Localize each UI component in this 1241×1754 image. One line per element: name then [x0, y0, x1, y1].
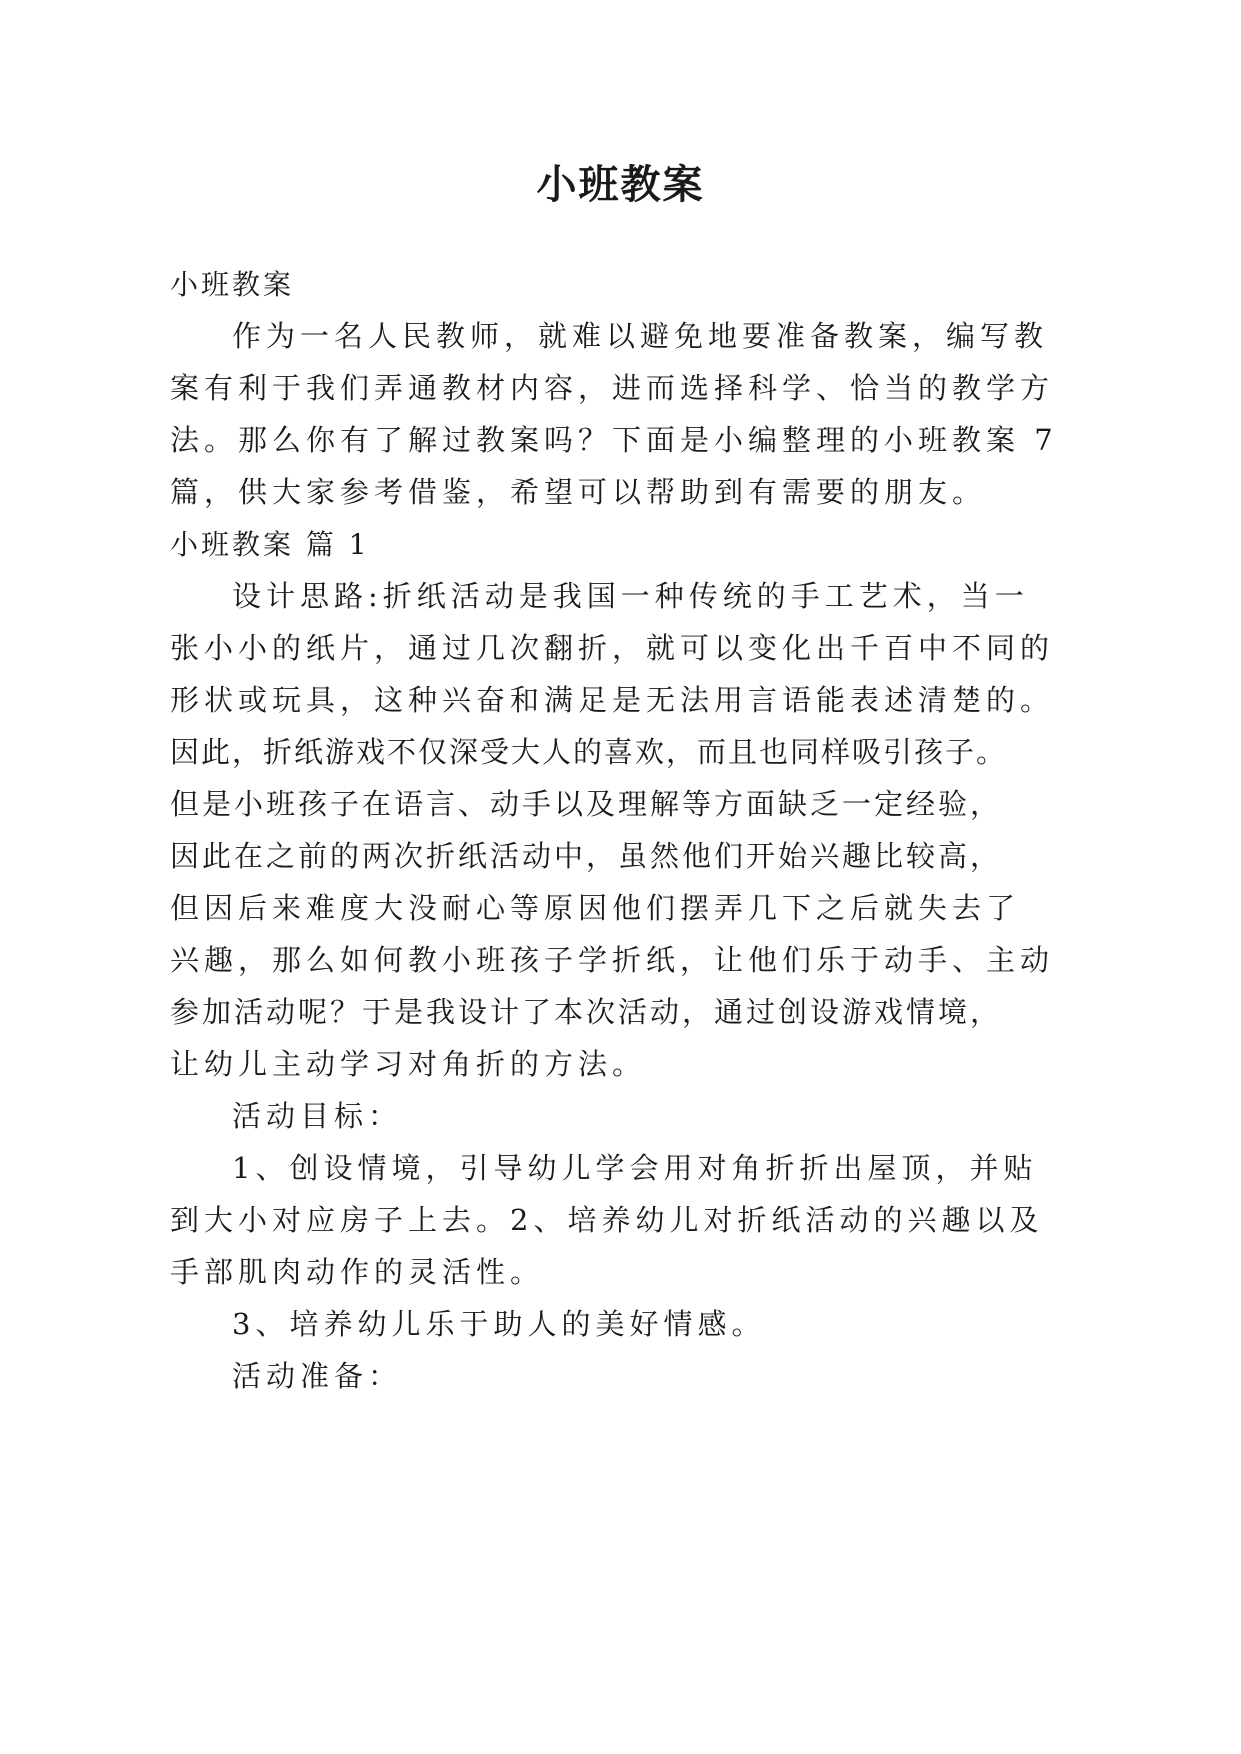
section-heading: 小班教案 篇 1 [170, 528, 370, 561]
paragraph-line: 到大小对应房子上去。2、培养幼儿对折纸活动的兴趣以及 [170, 1203, 1044, 1237]
paragraph-line: 让幼儿主动学习对角折的方法。 [170, 1047, 647, 1081]
paragraph-line: 案有利于我们弄通教材内容，进而选择科学、恰当的教学方 [170, 371, 1055, 405]
paragraph-line: 设计思路:折纸活动是我国一种传统的手工艺术，当一 [232, 579, 1029, 613]
paragraph-line: 因此在之前的两次折纸活动中，虽然他们开始兴趣比较高， [170, 839, 1003, 873]
paragraph-line: 但是小班孩子在语言、动手以及理解等方面缺乏一定经验， [170, 787, 1003, 821]
paragraph-line: 作为一名人民教师，就难以避免地要准备教案，编写教 [232, 319, 1049, 353]
preparation-heading: 活动准备： [232, 1359, 403, 1393]
paragraph-line: 张小小的纸片，通过几次翻折，就可以变化出千百中不同的 [170, 631, 1055, 665]
document-subtitle: 小班教案 [170, 268, 295, 301]
paragraph-line: 篇，供大家参考借鉴，希望可以帮助到有需要的朋友。 [170, 475, 987, 509]
paragraph-line: 手部肌肉动作的灵活性。 [170, 1255, 545, 1289]
page-title: 小班教案 [536, 161, 705, 208]
paragraph-line: 形状或玩具，这种兴奋和满足是无法用言语能表述清楚的。 [170, 683, 1055, 717]
goals-heading: 活动目标： [232, 1099, 403, 1133]
paragraph-line: 1、创设情境，引导幼儿学会用对角折折出屋顶，并贴 [232, 1151, 1038, 1185]
paragraph-line: 因此，折纸游戏不仅深受大人的喜欢，而且也同样吸引孩子。 [170, 735, 1008, 769]
paragraph-line: 兴趣，那么如何教小班孩子学折纸，让他们乐于动手、主动 [170, 943, 1055, 977]
paragraph-line: 参加活动呢？于是我设计了本次活动，通过创设游戏情境， [170, 995, 1003, 1029]
goal-item: 3、培养幼儿乐于助人的美好情感。 [232, 1307, 766, 1341]
paragraph-line: 法。那么你有了解过教案吗？下面是小编整理的小班教案 7 [170, 423, 1058, 457]
paragraph-line: 但因后来难度大没耐心等原因他们摆弄几下之后就失去了 [170, 891, 1021, 925]
